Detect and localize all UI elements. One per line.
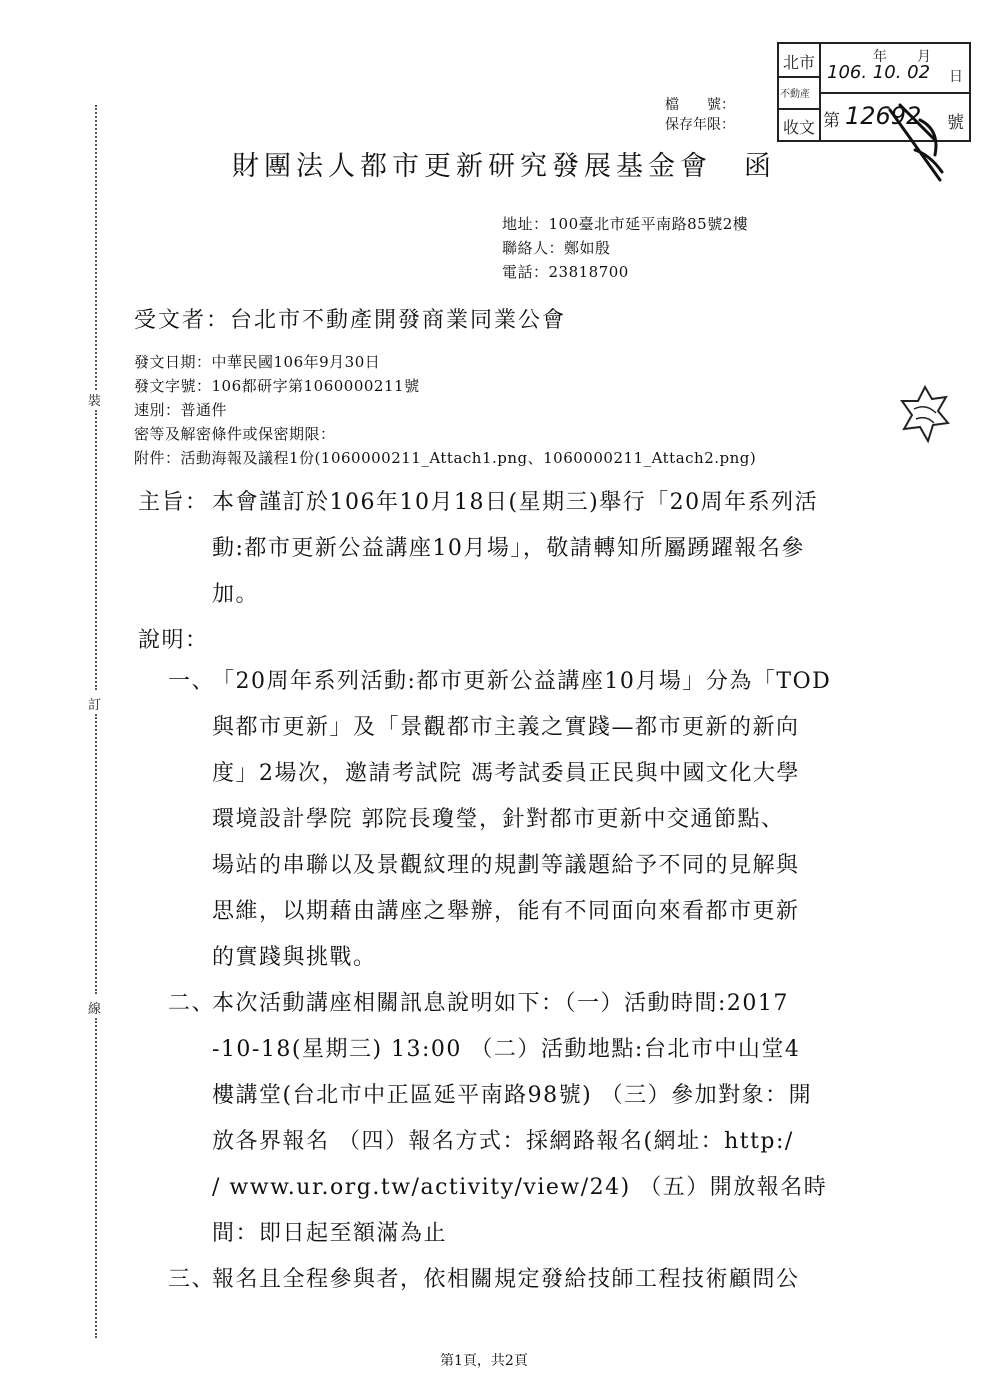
- stamp-number-handwritten: 12692: [845, 102, 922, 130]
- item-line: 間：即日起至額滿為止: [212, 1221, 448, 1246]
- secrecy-level: 密等及解密條件或保密期限：: [134, 425, 336, 443]
- item-line: 放各界報名 （四）報名方式：採網路報名(網址：http:/: [212, 1129, 794, 1154]
- stamp-day-label: 日: [949, 69, 963, 85]
- binding-line: [95, 714, 97, 994]
- binding-line: [95, 1018, 97, 1338]
- seal-mark: [900, 385, 950, 445]
- sender-address: 地址：100臺北市延平南路85號2樓: [502, 215, 749, 233]
- delivery-speed: 速別：普通件: [134, 401, 228, 419]
- document-title: 財團法人都市更新研究發展基金會 函: [232, 151, 776, 182]
- file-number-label: 檔 號：: [665, 97, 735, 113]
- recipient: 受文者：台北市不動產開發商業同業公會: [134, 308, 567, 333]
- item-line: 的實踐與挑戰。: [212, 945, 377, 970]
- stamp-city: 北市: [783, 53, 816, 72]
- item-line: -10-18(星期三) 13:00 （二）活動地點:台北市中山堂4: [212, 1037, 801, 1062]
- item-number: 三、: [168, 1267, 216, 1292]
- attachment: 附件：活動海報及議程1份(1060000211_Attach1.png、1060000211_Attach2.png): [134, 449, 757, 467]
- page-footer: 第1頁，共2頁: [440, 1353, 528, 1369]
- binding-mark-xian: 線: [88, 1002, 102, 1017]
- stamp-year-label: 年: [873, 49, 887, 65]
- issue-date: 發文日期：中華民國106年9月30日: [134, 353, 381, 371]
- item-line: 度」2場次，邀請考試院 馮考試委員正民與中國文化大學: [212, 761, 800, 786]
- item-line: 「20周年系列活動:都市更新公益講座10月場」分為「TOD: [212, 669, 832, 694]
- item-line: 與都市更新」及「景觀都市主義之實踐—都市更新的新向: [212, 715, 800, 740]
- stamp-receive: 收文: [783, 118, 816, 137]
- item-line: 環境設計學院 郭院長瓊瑩，針對都市更新中交通節點、: [212, 807, 785, 832]
- subject-label: 主旨：: [138, 490, 209, 515]
- stamp-no-suffix: 號: [947, 113, 964, 133]
- item-number: 一、: [168, 669, 216, 694]
- stamp-month-label: 月: [917, 49, 931, 65]
- subject-line: 加。: [212, 582, 260, 607]
- explanation-label: 說明：: [138, 628, 209, 653]
- stamp-date-handwritten: 106. 10. 02: [827, 62, 931, 83]
- retention-period-label: 保存年限：: [665, 117, 735, 133]
- handwritten-annotation: [880, 100, 960, 200]
- subject-line: 動:都市更新公益講座10月場」，敬請轉知所屬踴躍報名參: [212, 536, 805, 561]
- item-line: 報名且全程參與者，依相關規定發給技師工程技術顧問公: [212, 1267, 800, 1292]
- issue-number: 發文字號：106都研字第1060000211號: [134, 377, 420, 395]
- stamp-agency: 不動產: [780, 89, 810, 100]
- item-line: 場站的串聯以及景觀紋理的規劃等議題給予不同的見解與: [212, 853, 800, 878]
- sender-phone: 電話：23818700: [502, 263, 629, 281]
- subject-line: 本會謹訂於106年10月18日(星期三)舉行「20周年系列活: [212, 490, 819, 515]
- binding-mark-ding: 訂: [88, 698, 102, 713]
- binding-mark-zhuang: 裝: [88, 394, 102, 409]
- item-line: / www.ur.org.tw/activity/view/24) （五）開放報名時: [212, 1175, 828, 1200]
- binding-line: [95, 105, 97, 390]
- binding-line: [95, 410, 97, 690]
- stamp-no-prefix: 第: [823, 111, 840, 131]
- item-line: 思維，以期藉由講座之舉辦，能有不同面向來看都市更新: [212, 899, 800, 924]
- item-line: 本次活動講座相關訊息說明如下：（一）活動時間:2017: [212, 991, 789, 1016]
- item-line: 樓講堂(台北市中正區延平南路98號) （三）參加對象：開: [212, 1083, 813, 1108]
- item-number: 二、: [168, 991, 216, 1016]
- sender-contact: 聯絡人：鄭如殷: [502, 239, 611, 257]
